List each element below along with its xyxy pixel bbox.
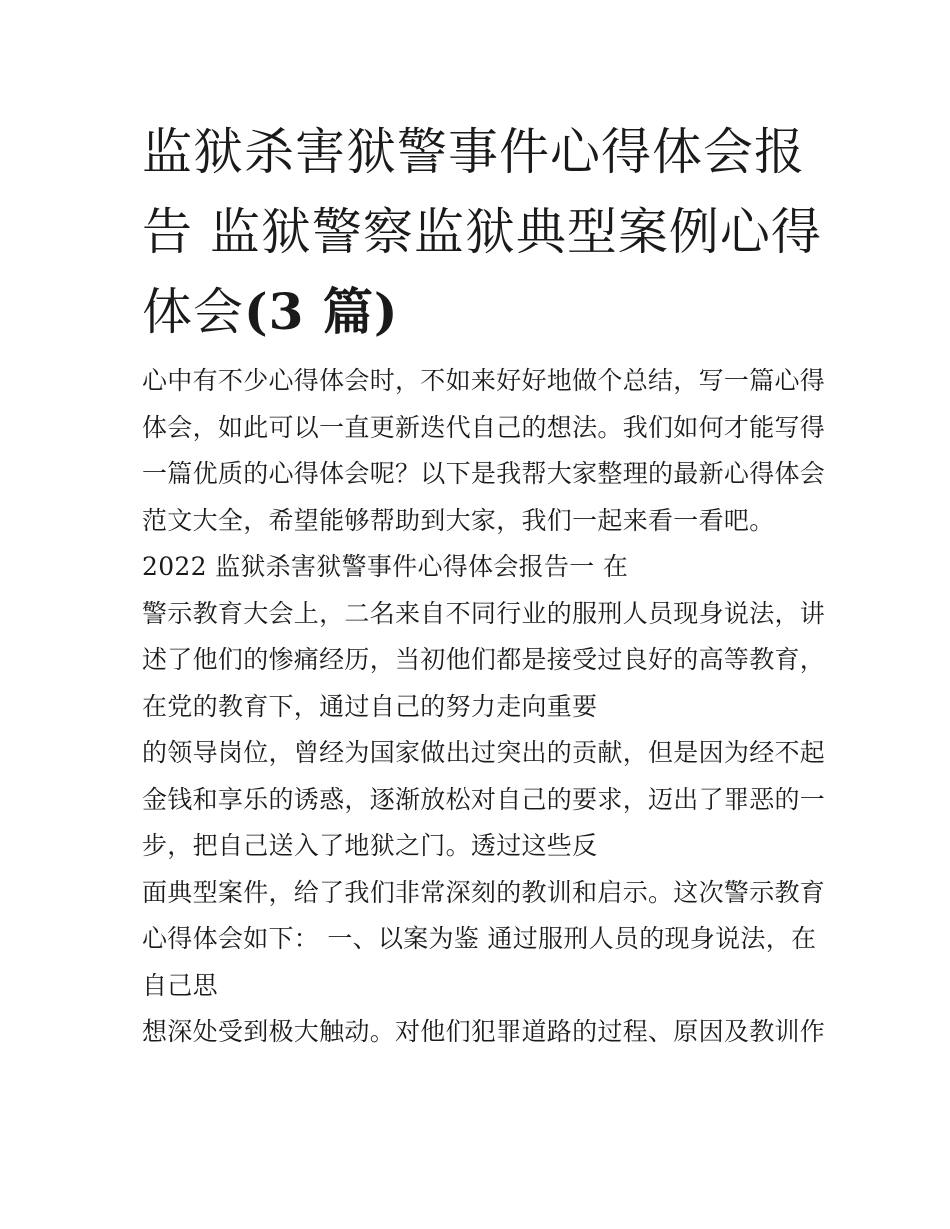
body-line: 在党的教育下，通过自己的努力走向重要 xyxy=(142,691,598,721)
body-line: 述了他们的惨痛经历，当初他们都是接受过良好的高等教育， xyxy=(142,645,826,674)
body-line: 步，把自己送入了地狱之门。透过这些反 xyxy=(142,831,598,860)
title-line-3-text: 体会 xyxy=(142,283,244,341)
body-line: 范文大全，希望能够帮助到大家，我们一起来看一看吧。 xyxy=(142,505,775,535)
body-line: 面典型案件，给了我们非常深刻的教训和启示。这次警示教育 xyxy=(142,877,826,907)
title-line-1: 监狱杀害狱警事件心得体会报 xyxy=(142,123,805,181)
body-line: 心中有不少心得体会时，不如来好好地做个总结，写一篇心得 xyxy=(142,366,826,395)
body-line: 心得体会如下： 一、以案为鉴 通过服刑人员的现身说法，在 xyxy=(142,924,817,953)
title-line-3-count: (3 篇) xyxy=(244,282,399,341)
body-line: 体会，如此可以一直更新迭代自己的想法。我们如何才能写得 xyxy=(142,412,826,442)
body-line: 一篇优质的心得体会呢？以下是我帮大家整理的最新心得体会 xyxy=(142,459,826,488)
body-line: 金钱和享乐的诱惑，逐渐放松对自己的要求，迈出了罪恶的一 xyxy=(142,784,826,814)
title-line-2: 告 监狱警察监狱典型案例心得 xyxy=(142,203,822,261)
document-body xyxy=(142,358,832,1056)
title-line-3 xyxy=(142,272,822,352)
section-heading: 2022 监狱杀害狱警事件心得体会报告一 在 xyxy=(142,552,629,581)
body-line: 警示教育大会上，二名来自不同行业的服刑人员现身说法，讲 xyxy=(142,598,826,628)
body-line: 想深处受到极大触动。对他们犯罪道路的过程、原因及教训作 xyxy=(142,1017,826,1046)
document-title xyxy=(142,112,822,352)
body-line: 的领导岗位，曾经为国家做出过突出的贡献，但是因为经不起 xyxy=(142,738,826,767)
body-line: 自己思 xyxy=(142,970,218,1000)
